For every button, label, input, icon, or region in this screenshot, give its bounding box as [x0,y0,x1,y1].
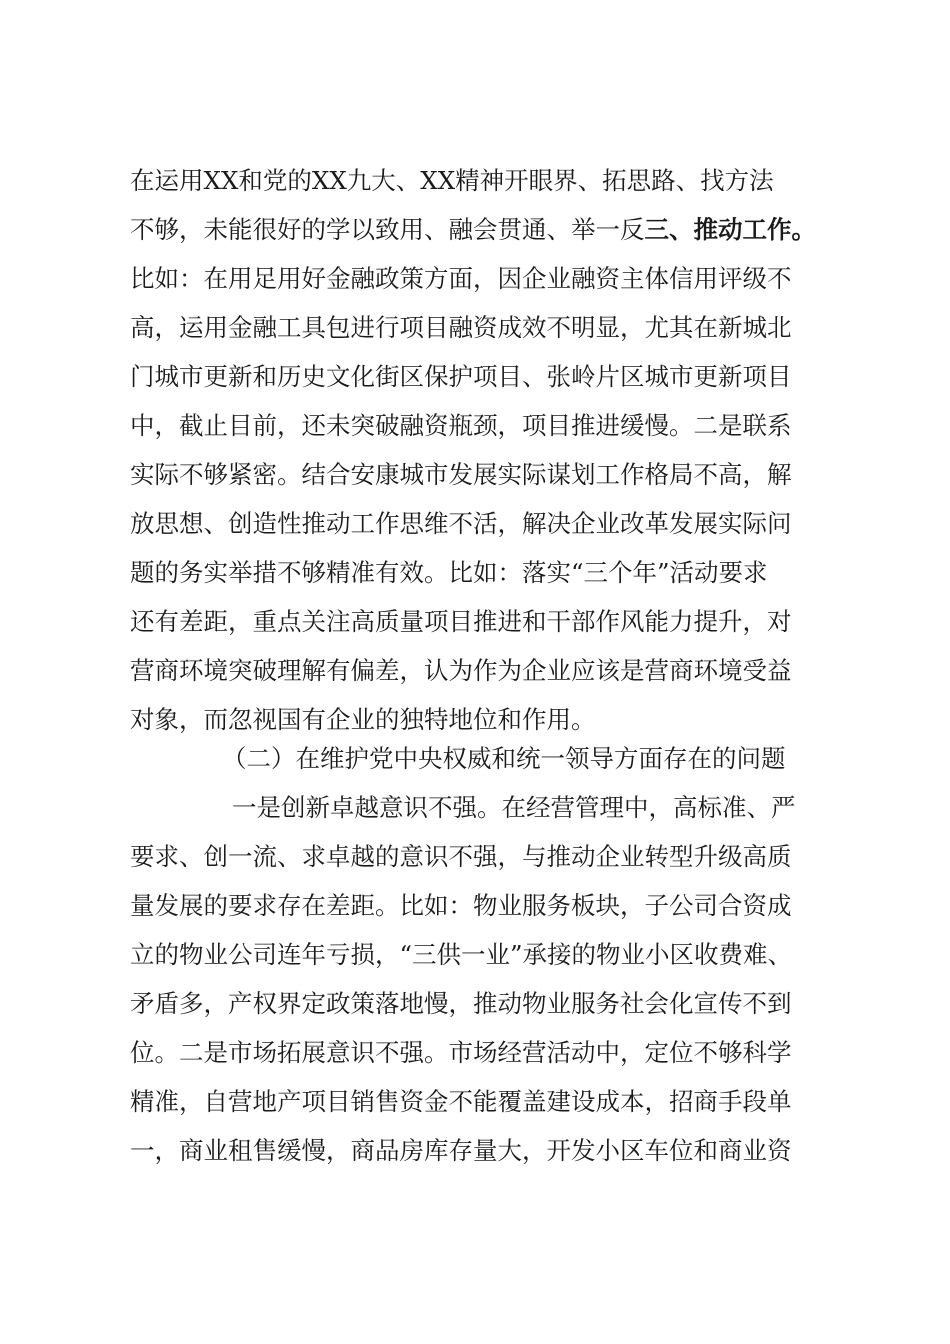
text-line: 高，运用金融工具包进行项目融资成效不明显，尤其在新城北 [130,313,792,342]
text-line: 量发展的要求存在差距。比如：物业服务板块，子公司合资成 [130,891,792,920]
text-line: 比如：在用足用好金融政策方面，因企业融资主体信用评级不 [130,264,792,293]
section-heading: （二）在维护党中央权威和统一领导方面存在的问题 [222,744,786,773]
text-line: 中，截止目前，还未突破融资瓶颈，项目推进缓慢。二是联系 [130,411,792,440]
bold-text-span: 三、推动工作。 [644,215,816,244]
text-line: 对象，而忽视国有企业的独特地位和作用。 [130,705,596,734]
text-line: 要求、创一流、求卓越的意识不强，与推动企业转型升级高质 [130,842,792,871]
text-line: 精准，自营地产项目销售资金不能覆盖建设成本，招商手段单 [130,1087,792,1116]
text-line: 立的物业公司连年亏损，“三供一业”承接的物业小区收费难、 [130,940,793,969]
text-line: 在运用XX和党的XX九大、XX精神开眼界、拓思路、找方法 [130,166,774,195]
text-line: 营商环境突破理解有偏差，认为作为企业应该是营商环境受益 [130,656,792,685]
text-line: 题的务实举措不够精准有效。比如：落实“三个年”活动要求 [130,558,768,587]
text-line: 实际不够紧密。结合安康城市发展实际谋划工作格局不高，解 [130,460,792,489]
text-line: 一是创新卓越意识不强。在经营管理中，高标准、严 [232,793,796,822]
text-line: 还有差距，重点关注高质量项目推进和干部作风能力提升，对 [130,607,792,636]
text-line: 矛盾多，产权界定政策落地慢，推动物业服务社会化宣传不到 [130,989,792,1018]
text-line: 放思想、创造性推动工作思维不活，解决企业改革发展实际问 [130,509,792,538]
text-line: 一，商业租售缓慢，商品房库存量大，开发小区车位和商业资 [130,1136,792,1165]
text-line: 门城市更新和历史文化街区保护项目、张岭片区城市更新项目 [130,362,792,391]
text-line [130,210,820,250]
text-span: 不够，未能很好的学以致用、融会贯通、举一反 [130,215,645,244]
text-line: 位。二是市场拓展意识不强。市场经营活动中，定位不够科学 [130,1038,792,1067]
